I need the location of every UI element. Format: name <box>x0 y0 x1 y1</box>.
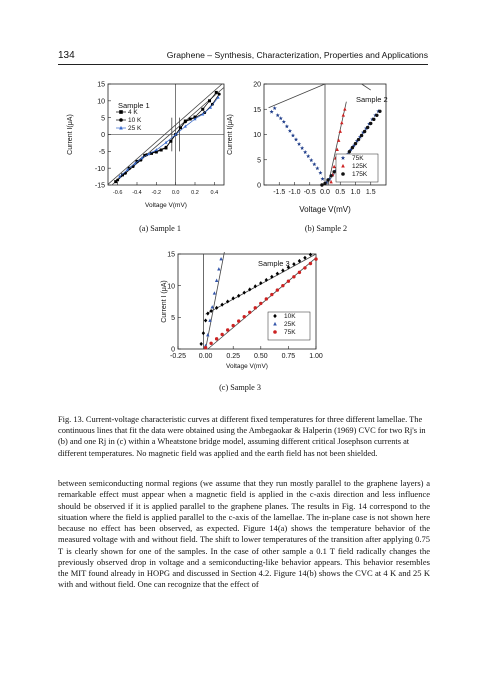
x-tick-label: 0.5 <box>335 189 346 196</box>
x-tick-label: -0.6 <box>112 190 123 196</box>
data-point <box>219 257 222 260</box>
data-point <box>270 110 274 114</box>
legend-marker <box>119 126 123 130</box>
data-point <box>281 268 284 272</box>
x-tick-label: -1.5 <box>273 189 286 196</box>
data-point <box>332 165 335 168</box>
data-point <box>314 257 317 260</box>
data-point <box>357 138 360 141</box>
x-tick-label: 1.5 <box>365 189 376 196</box>
x-tick-label: 0.75 <box>281 353 296 360</box>
data-point <box>270 275 273 279</box>
y-tick-label: 10 <box>97 98 105 106</box>
subcaption-a: (a) Sample 1 <box>139 224 181 233</box>
data-point <box>292 275 295 278</box>
legend-label: 4 K <box>128 109 138 116</box>
data-point <box>309 262 312 265</box>
fit-line <box>362 84 371 90</box>
data-point <box>217 267 220 270</box>
data-point <box>300 146 304 150</box>
chart-title: Sample 3 <box>258 259 290 268</box>
data-point <box>366 126 369 129</box>
legend-label: 175K <box>352 171 368 178</box>
data-point <box>254 306 257 309</box>
data-point <box>276 288 279 291</box>
y-tick-label: 15 <box>167 251 175 259</box>
legend-label: 25 K <box>128 125 142 132</box>
data-point <box>312 162 316 166</box>
y-axis-label: Current I (μA) <box>161 280 168 323</box>
y-axis-label: Current I(μA) <box>67 114 74 155</box>
chart-title: Sample 1 <box>118 101 150 110</box>
data-point <box>282 120 286 124</box>
x-tick-label: 1.00 <box>309 353 323 360</box>
data-point <box>339 129 342 132</box>
y-tick-label: 5 <box>257 157 261 165</box>
y-tick-label: 10 <box>253 132 261 140</box>
data-point <box>342 113 345 116</box>
data-point <box>213 291 216 294</box>
x-tick-label: 0.4 <box>210 190 219 196</box>
body-paragraph: between semiconducting normal regions (we assume that they run mostly parallel to the graphene layers) a remarkable effect must appear when a magnetic field is applied in the c-axis direction and less influence should be observed if it is applied parallel to the graphene planes. The results in Fig. 14 correspond to the situation where the field is applied parallel to the c-axis of the lamellae. The in-plane case is not shown here because no effect has been observed, as expected. Figure 14(a) shows the temperature behavior of the measured voltage with and without field. The shift to lower temperatures of the transition after applying 0.75 T is clearly shown for one of the samples. In the case of other sample a 0.1 T field radically changes the previously observed drop in voltage and a semiconducting-like behavior appears. This behavior resembles the MIT found already in HOPG and discussed in Section 4.2. Figure 14(b) shows the CVC at 4 K and 25 K with and without field. One can recognize that the effect of <box>58 478 430 590</box>
legend-label: 10K <box>284 313 296 320</box>
y-tick-label: -15 <box>94 182 105 190</box>
x-tick-label: -0.5 <box>303 189 316 196</box>
data-point <box>184 125 187 128</box>
legend-marker <box>341 172 345 176</box>
data-point <box>279 116 283 120</box>
x-tick-label: -0.4 <box>132 190 142 196</box>
data-point <box>237 319 240 322</box>
x-axis-label: Voltage V(mV) <box>299 205 351 214</box>
data-point <box>248 311 251 314</box>
data-point <box>323 182 326 185</box>
y-tick-label: 0 <box>171 346 175 354</box>
data-point <box>303 150 307 154</box>
y-tick-label: -10 <box>94 165 105 173</box>
x-tick-label: 0.50 <box>253 353 268 360</box>
data-point <box>220 333 223 336</box>
x-tick-label: 0.0 <box>171 190 180 196</box>
y-tick-label: 20 <box>253 81 261 89</box>
x-tick-label: -1.0 <box>288 189 301 196</box>
y-axis-label: Current I(μA) <box>227 114 234 155</box>
data-point <box>360 134 363 137</box>
data-point <box>378 110 381 113</box>
x-axis-label: Voltage V(mV) <box>226 363 268 370</box>
data-point <box>320 177 324 181</box>
x-tick-label: 0.2 <box>191 190 199 196</box>
figure-caption: Fig. 13. Current-voltage characteristic curves at different fixed temperatures for three different lamellae. The continuous lines that fit the data were obtained using the Ambegaokar & Halperin (1969) CVC for two Rj's in (b) and one Rj in (c) within a Wheatstone bridge model, assuming different critical Josephson currents at different temperatures. No magnetic field was applied and the earth field has not been shielded. <box>58 415 426 458</box>
y-tick-label: 15 <box>97 81 105 89</box>
data-point <box>215 337 218 340</box>
data-point <box>329 174 332 177</box>
data-point <box>298 271 301 274</box>
data-point <box>215 306 218 310</box>
x-tick-label: 0.25 <box>226 353 241 360</box>
y-tick-label: -5 <box>98 148 105 156</box>
legend-marker <box>273 330 277 334</box>
data-point <box>326 178 329 181</box>
data-point <box>215 279 218 282</box>
data-point <box>340 121 343 124</box>
y-tick-label: 15 <box>253 106 261 114</box>
x-tick-label: -0.2 <box>151 190 162 196</box>
data-point <box>363 130 366 133</box>
running-title: Graphene – Synthesis, Characterization, Properties and Applications <box>166 50 428 60</box>
data-point <box>204 318 207 322</box>
data-point <box>303 266 306 269</box>
legend-label: 10 K <box>128 117 142 124</box>
data-point <box>204 346 207 349</box>
legend-label: 75K <box>352 155 364 162</box>
data-point <box>291 133 295 137</box>
data-point <box>281 284 284 287</box>
subcaption-c: (c) Sample 3 <box>219 383 261 392</box>
fit-line <box>108 84 222 184</box>
data-point <box>232 324 235 327</box>
chart-title: Sample 2 <box>356 95 388 104</box>
legend-label: 125K <box>352 163 368 170</box>
data-point <box>226 328 229 331</box>
data-point <box>369 122 372 125</box>
data-point <box>215 91 218 94</box>
data-point <box>184 120 187 123</box>
data-point <box>165 146 168 149</box>
data-point <box>320 183 323 186</box>
data-point <box>155 148 158 151</box>
data-point <box>276 113 280 117</box>
data-point <box>297 142 301 146</box>
data-point <box>372 118 375 121</box>
y-tick-label: 10 <box>167 283 175 291</box>
legend-marker <box>119 118 123 122</box>
data-point <box>237 294 240 298</box>
data-point <box>116 178 119 181</box>
y-tick-label: 0 <box>101 132 105 140</box>
data-point <box>199 342 202 346</box>
legend-label: 25K <box>284 321 296 328</box>
data-point <box>288 129 292 133</box>
fit-line <box>269 84 325 108</box>
data-point <box>285 124 289 128</box>
data-point <box>208 99 211 102</box>
x-tick-label: 1.0 <box>350 189 361 196</box>
data-point <box>294 137 298 141</box>
data-point <box>318 171 322 175</box>
y-tick-label: 5 <box>171 314 175 322</box>
data-point <box>329 180 332 183</box>
x-axis-label: Voltage V(mV) <box>145 202 187 209</box>
x-tick-label: 0.00 <box>198 353 213 360</box>
data-point <box>265 297 268 300</box>
page-number: 134 <box>58 50 75 61</box>
data-point <box>306 154 310 158</box>
data-point <box>315 166 319 170</box>
y-tick-label: 0 <box>257 182 261 190</box>
data-point <box>243 315 246 318</box>
data-point <box>354 142 357 145</box>
data-point <box>343 107 346 110</box>
data-point <box>209 342 212 345</box>
data-point <box>259 302 262 305</box>
data-point <box>351 146 354 149</box>
x-tick-label: -0.25 <box>170 353 186 360</box>
data-point <box>276 272 279 276</box>
data-point <box>218 93 221 96</box>
data-point <box>287 280 290 283</box>
data-point <box>273 106 277 110</box>
data-point <box>201 108 204 111</box>
legend-label: 75K <box>284 329 296 336</box>
data-point <box>375 114 378 117</box>
data-point <box>332 170 335 173</box>
data-point <box>165 141 168 144</box>
x-tick-label: 0.0 <box>320 189 330 196</box>
y-tick-label: 5 <box>101 115 105 123</box>
data-point <box>348 150 351 153</box>
legend-marker <box>119 110 123 114</box>
subcaption-b: (b) Sample 2 <box>304 224 348 233</box>
data-point <box>270 293 273 296</box>
data-point <box>202 331 205 335</box>
data-point <box>309 158 313 162</box>
